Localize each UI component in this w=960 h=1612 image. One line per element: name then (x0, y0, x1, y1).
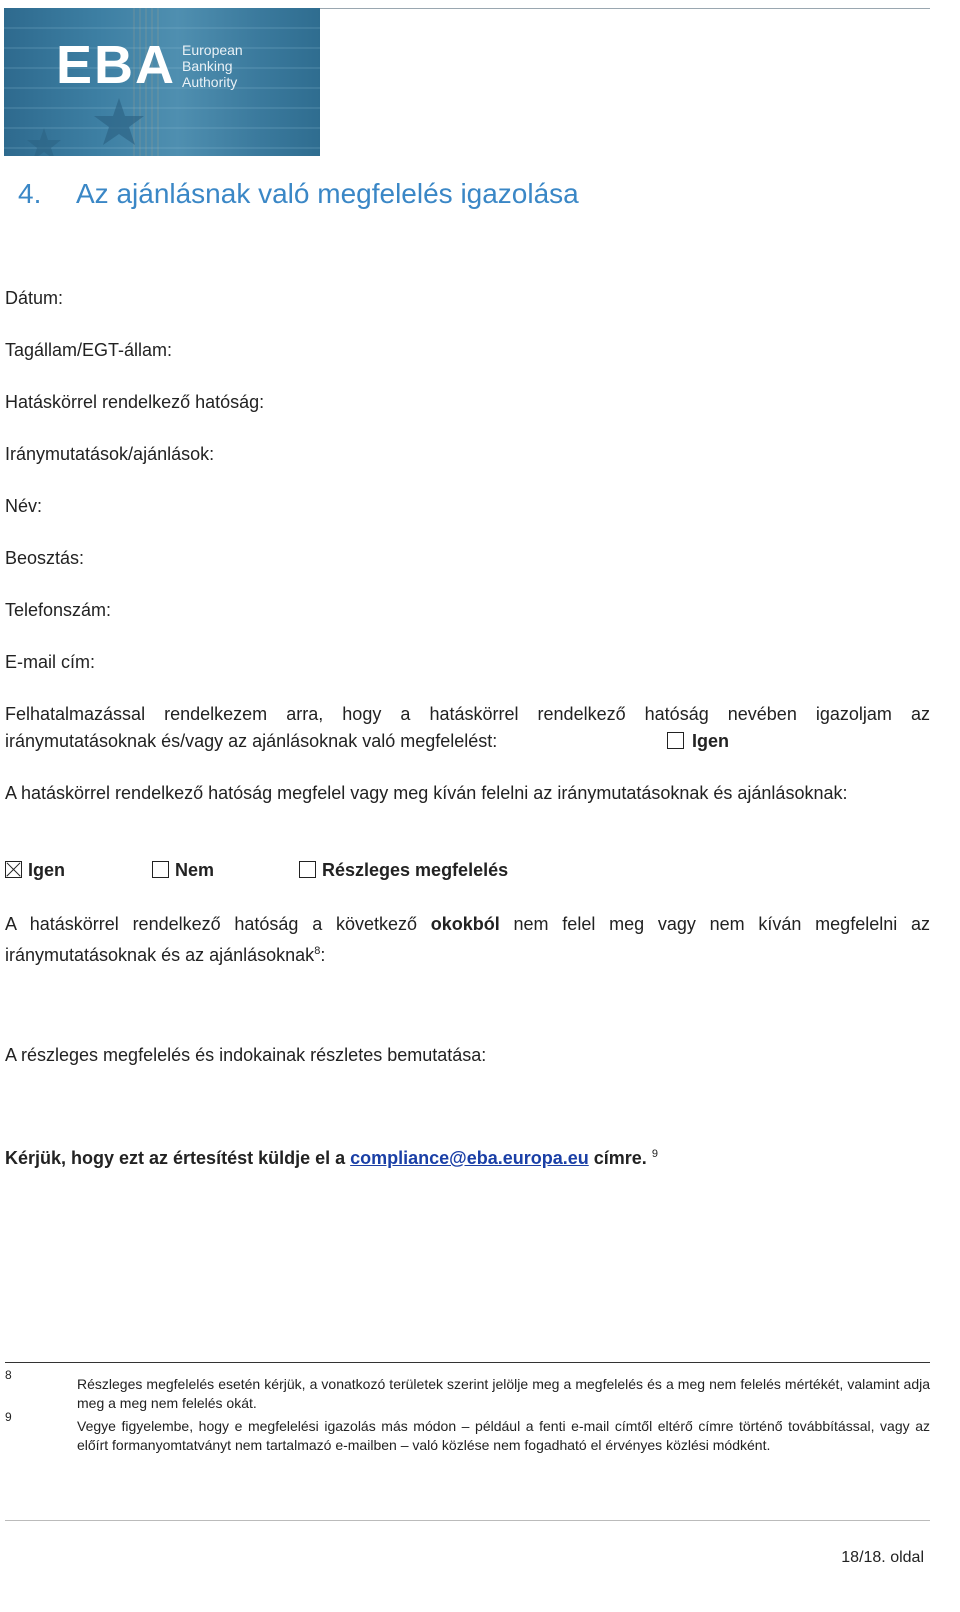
reasons-statement (5, 911, 930, 969)
checked-checkbox-icon[interactable] (5, 861, 22, 878)
footer-rule (5, 1520, 930, 1521)
footnote-ref[interactable]: 8 (314, 945, 321, 957)
field-authority: Hatáskörrel rendelkező hatóság: (5, 392, 265, 412)
star-icon (94, 98, 144, 145)
partial-description: A részleges megfelelés és indokainak részletes bemutatása: (5, 1045, 487, 1065)
logo-wordmark (182, 42, 243, 90)
field-guidelines: Iránymutatások/ajánlások: (5, 444, 215, 464)
compliance-email-link[interactable]: compliance@eba.europa.eu (350, 1148, 589, 1168)
logo-line: Banking (182, 58, 233, 74)
authorization-option-label: Igen (692, 731, 730, 751)
section-heading (18, 178, 579, 210)
reasons-text: nem felel meg vagy nem kíván megfelelni az iránymutatásoknak és az ajánlásoknak (5, 914, 930, 965)
header-rule (320, 8, 930, 9)
field-position: Beosztás: (5, 548, 85, 568)
reasons-bold: okokból (430, 914, 500, 934)
submit-instruction (5, 1148, 658, 1169)
reasons-text: A hatáskörrel rendelkező hatóság a következő (5, 914, 431, 934)
section-title: Az ajánlásnak való megfelelés igazolása (76, 178, 579, 209)
footnote-text: Részleges megfelelés esetén kérjük, a vonatkozó területek szerint jelölje meg a megfelelés és a meg nem felelés mértékét, valamint adja meg a meg nem felelés okát. (77, 1376, 930, 1411)
option-no-label: Nem (175, 860, 215, 880)
option-yes[interactable] (5, 860, 65, 881)
reasons-end: : (320, 945, 326, 965)
footnote-number: 9 (5, 1410, 12, 1424)
footnote-text: Vegye figyelembe, hogy e megfelelési igazolás más módon – például a fenti e-mail címtől eltérő címre történő továbbítással, vagy az előírt formanyomtatványt nem tartalmazó e-mailben – való közlése nem fogadható el érvényes közlési módként. (77, 1418, 930, 1453)
logo-mark: EBA (56, 35, 177, 95)
submit-text: Kérjük, hogy ezt az értesítést küldje el a (5, 1148, 351, 1168)
footnote-number: 8 (5, 1368, 12, 1382)
eba-logo (4, 8, 320, 156)
compliance-question: A hatáskörrel rendelkező hatóság megfelel vagy meg kíván felelni az iránymutatásoknak és ajánlásoknak: (5, 783, 848, 803)
star-icon (27, 128, 61, 156)
checkbox-icon[interactable] (667, 732, 684, 749)
field-name: Név: (5, 496, 43, 516)
field-member-state: Tagállam/EGT-állam: (5, 340, 173, 360)
field-datum: Dátum: (5, 288, 64, 308)
footnote-ref[interactable]: 9 (651, 1148, 658, 1160)
authorization-option[interactable] (667, 731, 729, 752)
field-email: E-mail cím: (5, 652, 95, 672)
page-number: 18/18. oldal (841, 1549, 924, 1566)
logo-line: European (182, 42, 243, 58)
authorization-statement: Felhatalmazással rendelkezem arra, hogy a hatáskörrel rendelkező hatóság nevében igazoljam az iránymutatásoknak és/vagy az ajánlásoknak való megfelelést: (5, 704, 930, 751)
checkbox-icon[interactable] (299, 861, 316, 878)
field-phone: Telefonszám: (5, 600, 112, 620)
footnote-rule (5, 1362, 930, 1363)
section-number: 4. (18, 178, 42, 209)
checkbox-icon[interactable] (152, 861, 169, 878)
option-partial-label: Részleges megfelelés (322, 860, 509, 880)
option-no[interactable] (152, 860, 214, 881)
logo-line: Authority (182, 74, 238, 90)
submit-text: címre. (588, 1148, 647, 1168)
option-partial[interactable] (299, 860, 508, 881)
option-yes-label: Igen (28, 860, 66, 880)
